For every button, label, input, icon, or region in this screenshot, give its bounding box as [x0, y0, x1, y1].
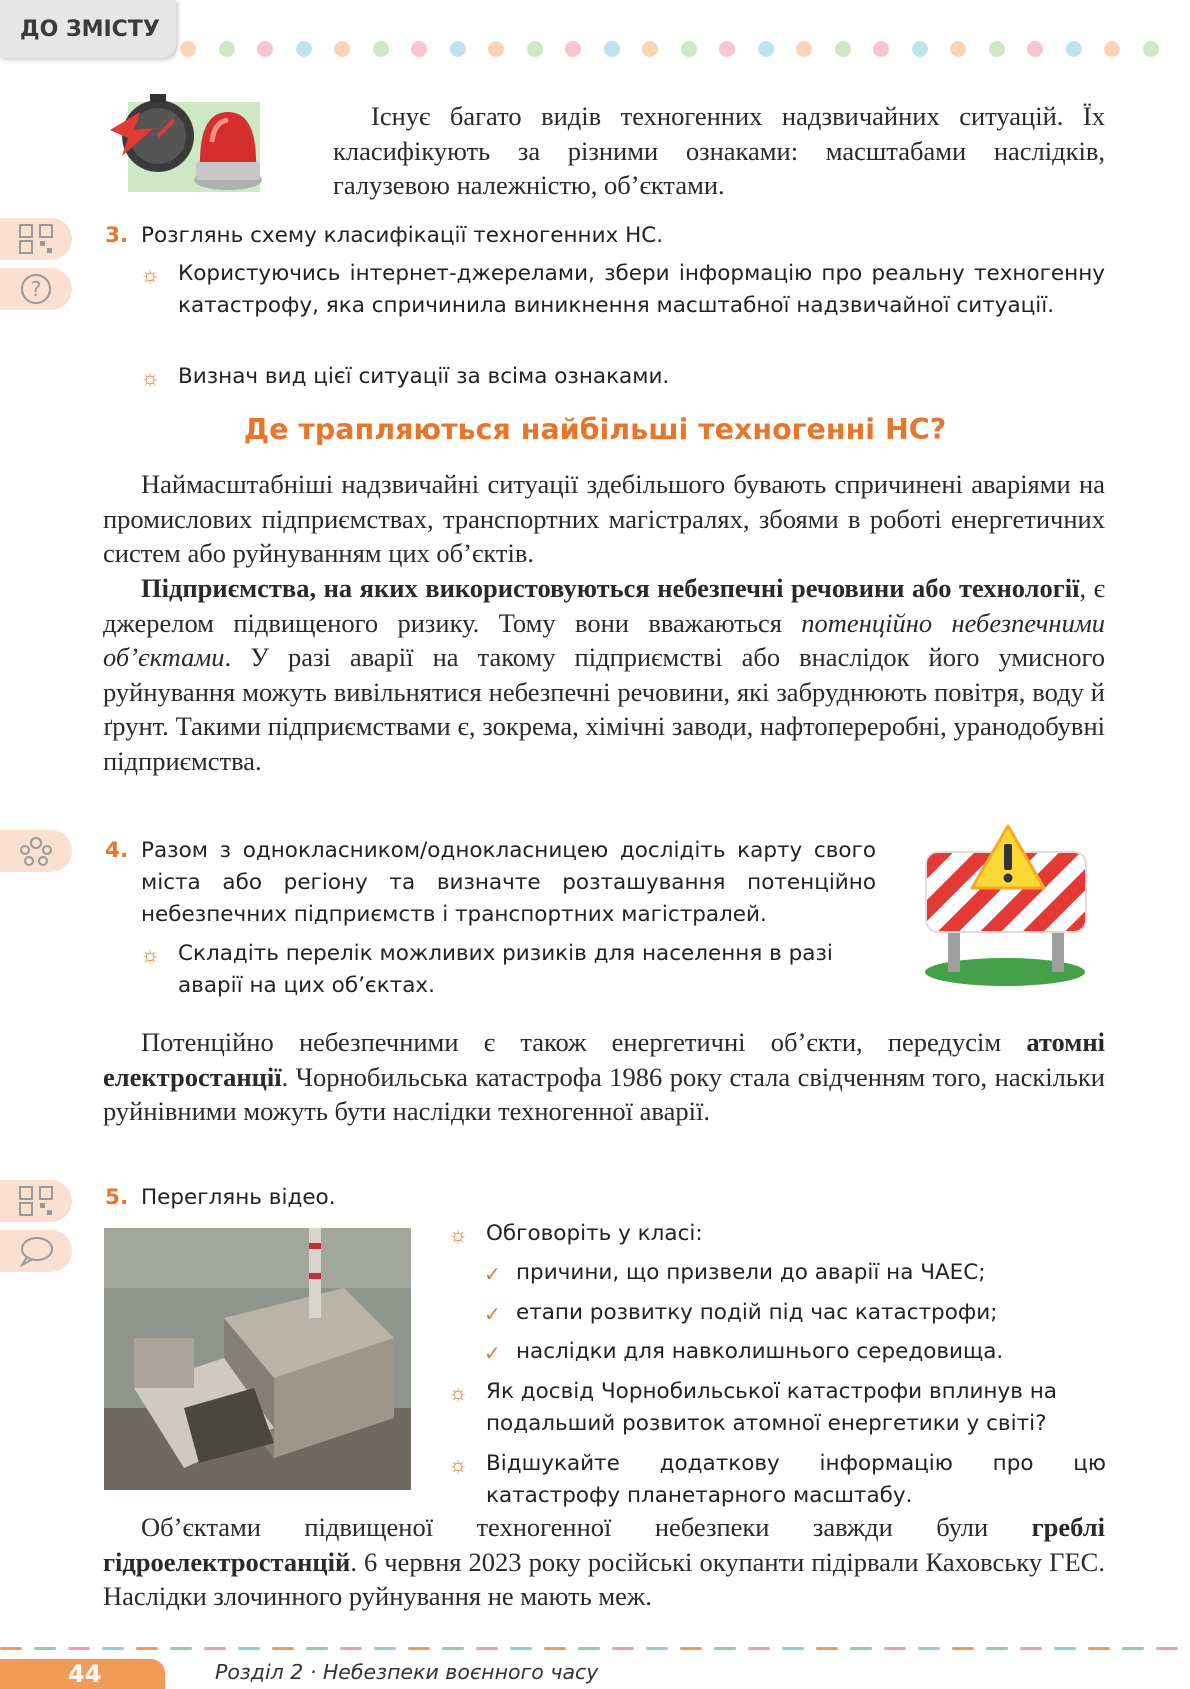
task-5-title: Переглянь відео.	[141, 1185, 336, 1210]
task-3-number: 3.	[105, 223, 129, 248]
paragraph-4-text-1: Об’єктами підвищеної техногенної небезпеки завжди були	[141, 1512, 1032, 1542]
task-5	[105, 1182, 441, 1214]
back-to-contents-button[interactable]	[0, 0, 176, 58]
task-5-check-2: етапи розвитку подій під час катастрофи;	[516, 1300, 998, 1325]
road-barrier-warning-illustration	[920, 822, 1090, 992]
sun-bullet-icon: ☼	[140, 942, 161, 967]
paragraph-4	[103, 1510, 1105, 1614]
back-to-contents-label: ДО ЗМІСТУ	[20, 16, 160, 42]
paragraph-3-text-1: Потенційно небезпечними є також енергетичні об’єкти, передусім	[141, 1027, 1027, 1057]
checkmark-icon: ✓	[484, 1304, 501, 1326]
paragraph-3	[103, 1025, 1105, 1129]
intro-paragraph: Існує багато видів техногенних надзвичайних ситуацій. Їх класифікують за різними ознаками: масштабами наслідків, галузевою належністю, об’єктами.	[333, 101, 1105, 201]
task-3-bullet-2: Визнач вид цієї ситуації за всіма ознаками.	[178, 364, 670, 389]
chernobyl-plant-photo	[104, 1228, 411, 1490]
discussion-tab[interactable]	[0, 1230, 72, 1272]
chapter-title: Розділ 2 · Небезпеки воєнного часу	[215, 1660, 599, 1684]
qr-code-tab[interactable]	[0, 218, 72, 260]
task-5-check-1: причини, що призвели до аварії на ЧАЕС;	[516, 1260, 986, 1285]
task-3-title: Розглянь схему класифікації техногенних НС.	[141, 223, 664, 248]
paragraph-3-text-2: . Чорнобильська катастрофа 1986 року стала свідченням того, наскільки руйнівними можуть бути наслідки техногенної аварії.	[103, 1061, 1105, 1127]
checkmark-icon: ✓	[484, 1343, 501, 1365]
sun-bullet-icon: ☼	[448, 1222, 469, 1247]
task-4-title: Разом з однокласником/однокласницею дослідіть карту свого міста або регіону та визначте розташування потенційно небезпечних підприємств і транспортних магістралей.	[141, 838, 876, 927]
qr-code-icon	[18, 223, 54, 255]
stopwatch-siren-illustration	[100, 90, 290, 205]
qr-code-icon	[18, 1185, 54, 1217]
task-5-number: 5.	[105, 1185, 129, 1210]
paragraph-4-bold: греблі гідроелектростанцій	[103, 1512, 1105, 1577]
paragraph-2-text-2: . У разі аварії на такому підприємстві або внаслідок його умисного руйнування можуть вивільнятися небезпечні речовини, які забруднюють повітря, воду й ґрунт. Такими підприємствами є, зокрема, хімічні заводи, нафтопереробні, уранодобувні підприємства.	[103, 642, 1105, 776]
task-5-check-3: наслідки для навколишнього середовища.	[516, 1339, 1004, 1364]
sun-bullet-icon: ☼	[140, 365, 161, 390]
footer-dashes	[0, 1647, 1190, 1651]
speech-bubble-icon	[17, 1235, 55, 1267]
decorative-dots	[180, 41, 1190, 57]
sun-bullet-icon: ☼	[448, 1380, 469, 1405]
task-5-bullet-1: Як досвід Чорнобильської катастрофи вплинув на подальший розвиток атомної енергетики у світі?	[486, 1379, 1057, 1436]
task-4-bullet: Складіть перелік можливих ризиків для населення в разі аварії на цих об’єктах.	[178, 941, 833, 998]
task-4	[105, 835, 876, 931]
paragraph-2-italic: потенційно небезпечними об’єктами	[103, 607, 1105, 673]
task-3	[105, 220, 1105, 252]
task-5-discuss: Обговоріть у класі:	[486, 1221, 703, 1246]
sun-bullet-icon: ☼	[140, 262, 161, 287]
qr-code-tab[interactable]	[0, 1180, 72, 1222]
page-number: 44	[0, 1659, 165, 1689]
paragraph-3-bold: атомні електростанції	[103, 1027, 1105, 1092]
svg-text:?: ?	[30, 277, 42, 301]
question-tab[interactable]	[0, 268, 72, 310]
question-icon	[19, 272, 53, 306]
group-work-tab[interactable]	[0, 830, 72, 872]
group-work-icon	[18, 835, 54, 867]
task-3-bullet-1: Користуючись інтернет-джерелами, збери інформацію про реальну техногенну катастрофу, яка спричинила виникнення масштабної надзвичайної ситуації.	[178, 261, 1105, 318]
sun-bullet-icon: ☼	[448, 1452, 469, 1477]
checkmark-icon: ✓	[484, 1264, 501, 1286]
paragraph-2	[103, 571, 1105, 779]
task-4-number: 4.	[105, 838, 129, 863]
paragraph-1: Наймасштабніші надзвичайні ситуації здебільшого бувають спричинені аваріями на промислових підприємствах, транспортних магістралях, збоями в роботі енергетичних систем або руйнуванням цих об’єктів.	[103, 469, 1105, 569]
task-5-bullet-2: Відшукайте додаткову інформацію про цю катастрофу планетарного масштабу.	[486, 1451, 1106, 1508]
paragraph-4-text-2: . 6 червня 2023 року російські окупанти підірвали Каховську ГЕС. Наслідки злочинного руйнування не мають меж.	[103, 1546, 1105, 1612]
paragraph-2-text-1: , є джерелом підвищеного ризику. Тому вони вважаються	[103, 573, 1106, 638]
section-heading: Де трапляються найбільші техногенні НС?	[243, 413, 947, 446]
paragraph-2-bold: Підприємства, на яких використовуються небезпечні речовини або технології	[141, 573, 1080, 603]
